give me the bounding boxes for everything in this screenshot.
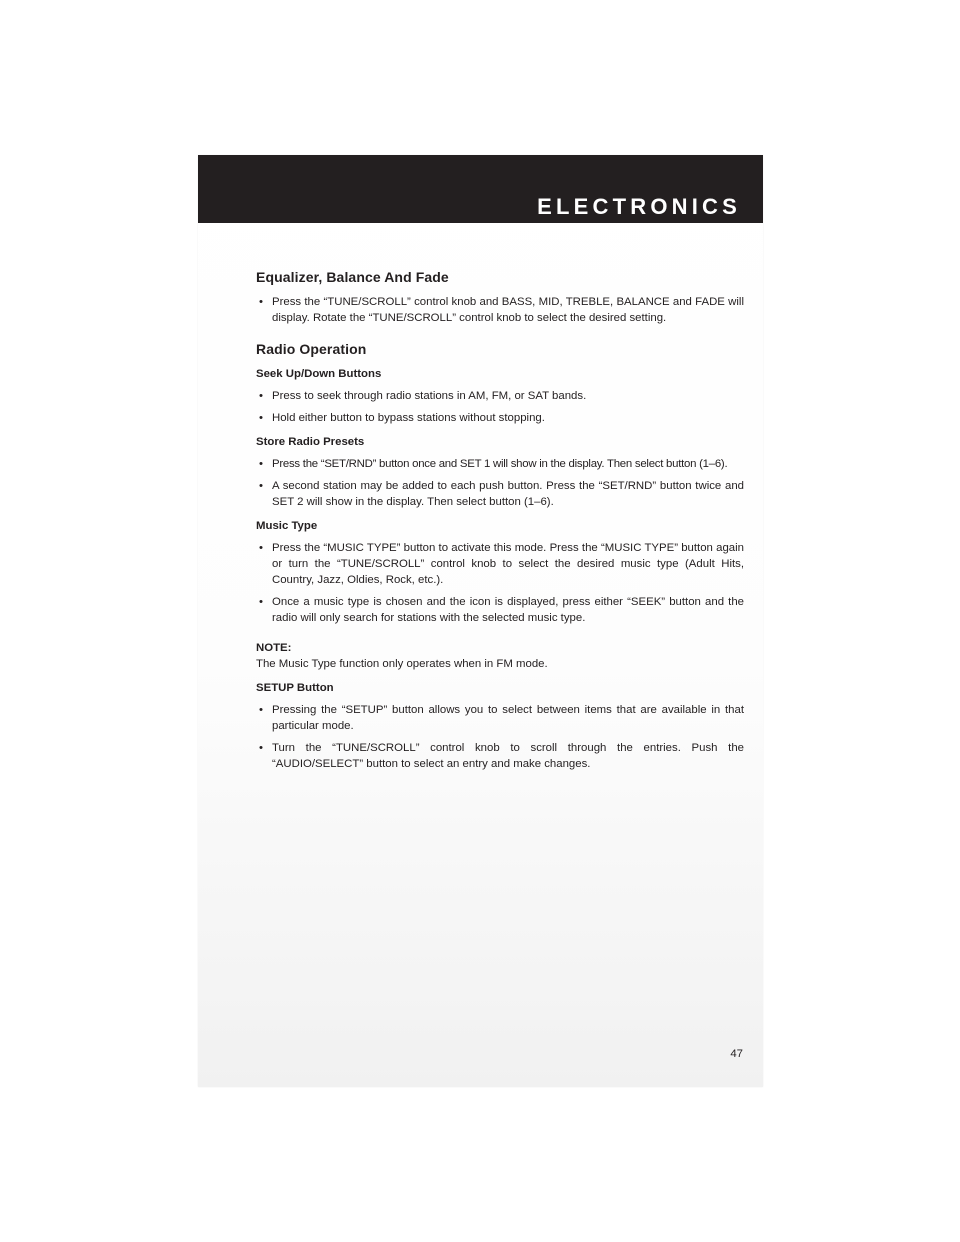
section-header-bar	[198, 155, 763, 223]
heading-equalizer: Equalizer, Balance And Fade	[256, 269, 449, 285]
bullet-icon: •	[259, 742, 263, 754]
bullet-icon: •	[259, 542, 263, 554]
page-number: 47	[730, 1048, 743, 1060]
list-item: • Press the “SET/RND” button once and SET 1 will show in the display. Then select button (1–6).	[259, 458, 728, 470]
presets-bullet-list	[256, 456, 744, 510]
list-item: • A second station may be added to each push button. Press the “SET/RND” button twice and SET 2 will show in the display. Then select button (1–6).	[259, 480, 744, 508]
bullet-icon: •	[259, 458, 263, 470]
section-title: ELECTRONICS	[537, 194, 741, 219]
equalizer-bullet-list	[256, 294, 744, 326]
list-item: • Press the “MUSIC TYPE” button to activate this mode. Press the “MUSIC TYPE” button again or turn the “TUNE/SCROLL” control knob to select the desired music type (Adult Hits, Country, Jazz, Oldies, Rock, etc.).	[259, 542, 744, 586]
bullet-icon: •	[259, 596, 263, 608]
bullet-icon: •	[259, 296, 263, 308]
list-item: • Once a music type is chosen and the icon is displayed, press either “SEEK” button and the radio will only search for stations with the selected music type.	[259, 596, 744, 624]
manual-page	[198, 155, 763, 1087]
list-item: • Press to seek through radio stations in AM, FM, or SAT bands.	[259, 390, 587, 402]
subheading-seek: Seek Up/Down Buttons	[256, 368, 382, 380]
subheading-music-type: Music Type	[256, 520, 318, 532]
heading-radio-operation: Radio Operation	[256, 341, 367, 357]
setup-bullet-list	[256, 702, 744, 772]
subheading-setup: SETUP Button	[256, 682, 334, 694]
bullet-icon: •	[259, 412, 263, 424]
bullet-icon: •	[259, 390, 263, 402]
subheading-presets: Store Radio Presets	[256, 436, 365, 448]
list-item: • Press the “TUNE/SCROLL” control knob and BASS, MID, TREBLE, BALANCE and FADE will display. Rotate the “TUNE/SCROLL” control knob to select the desired setting.	[259, 296, 744, 324]
list-item: • Pressing the “SETUP” button allows you to select between items that are available in that particular mode.	[259, 704, 744, 732]
music-type-bullet-list	[256, 540, 744, 626]
page-content	[256, 268, 744, 772]
list-item: • Hold either button to bypass stations without stopping.	[259, 412, 545, 424]
bullet-icon: •	[259, 480, 263, 492]
note-label: NOTE:	[256, 642, 292, 654]
bullet-icon: •	[259, 704, 263, 716]
seek-bullet-list	[256, 388, 744, 426]
list-item: • Turn the “TUNE/SCROLL” control knob to scroll through the entries. Push the “AUDIO/SELECT” button to select an entry and make changes.	[259, 742, 744, 770]
note-text: The Music Type function only operates when in FM mode.	[256, 658, 548, 670]
